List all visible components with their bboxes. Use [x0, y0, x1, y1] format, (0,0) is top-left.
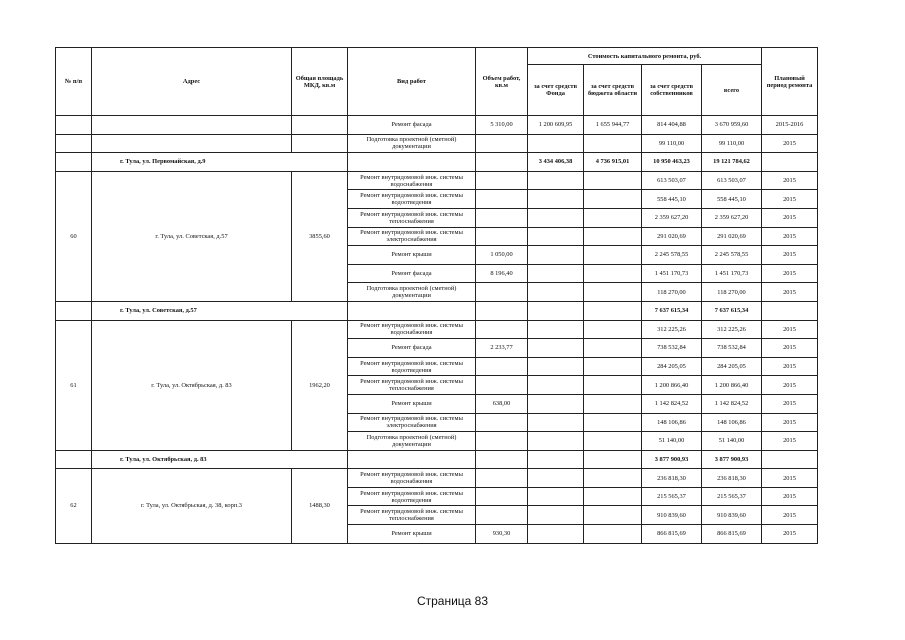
building-area: 3855,60: [292, 171, 348, 301]
owners-cost: 866 815,69: [642, 525, 702, 544]
work-volume: 5 310,00: [476, 116, 528, 135]
region-budget-cost: [584, 171, 642, 190]
owners-cost: 284 205,05: [642, 357, 702, 376]
total-cost: 738 532,84: [702, 339, 762, 358]
fund-cost: [528, 506, 584, 525]
page-number: Страница 83: [416, 594, 489, 608]
building-area: 1488,30: [292, 469, 348, 543]
owners-cost: 148 106,86: [642, 413, 702, 432]
fund-cost: [528, 283, 584, 302]
building-address: [92, 134, 292, 153]
fund-cost: [528, 264, 584, 283]
row-number-cell: [56, 301, 92, 320]
repair-period: 2015: [762, 227, 818, 246]
fund-cost: [528, 432, 584, 451]
total-cost: 99 110,00: [702, 134, 762, 153]
work-type: Ремонт внутридомовой инж. системы водоотведения: [348, 487, 476, 506]
region-budget-cost: [584, 190, 642, 209]
fund-cost: [528, 376, 584, 395]
work-type: Ремонт внутридомовой инж. системы электроснабжения: [348, 227, 476, 246]
repair-period: 2015: [762, 394, 818, 413]
repair-period: 2015: [762, 320, 818, 339]
building-address: г. Тула, ул. Октябрьская, д. 38, корп.3: [92, 469, 292, 543]
work-volume: [476, 506, 528, 525]
total-cost: 236 818,30: [702, 469, 762, 488]
total-cost: 1 451 170,73: [702, 264, 762, 283]
total-cost: 312 225,26: [702, 320, 762, 339]
work-volume: [476, 171, 528, 190]
repair-period: 2015: [762, 506, 818, 525]
repair-period: 2015: [762, 134, 818, 153]
period-cell: [762, 301, 818, 320]
region-budget-cost: [584, 525, 642, 544]
work-volume: [476, 413, 528, 432]
fund-cost: [528, 469, 584, 488]
work-type-cell: [348, 450, 476, 469]
row-number: 60: [56, 171, 92, 301]
total-cost: 291 020,69: [702, 227, 762, 246]
repair-period: 2015: [762, 413, 818, 432]
work-volume: [476, 208, 528, 227]
subtotal-row: [56, 153, 818, 172]
repair-period: 2015: [762, 376, 818, 395]
fund-cost: [528, 394, 584, 413]
repair-period: 2015: [762, 246, 818, 265]
work-type-cell: [348, 153, 476, 172]
repair-period: 2015: [762, 283, 818, 302]
repair-period: 2015: [762, 339, 818, 358]
header-total: всего: [702, 65, 762, 116]
work-volume: [476, 227, 528, 246]
work-type: Подготовка проектной (сметной) документации: [348, 283, 476, 302]
table-row: [56, 171, 818, 190]
fund-cost: [528, 320, 584, 339]
work-type: Ремонт фасада: [348, 264, 476, 283]
building-address: г. Тула, ул. Советская, д.57: [92, 171, 292, 301]
total-cost: 118 270,00: [702, 283, 762, 302]
region-budget-cost: [584, 487, 642, 506]
fund-cost: 1 200 609,95: [528, 116, 584, 135]
building-area: [292, 134, 348, 153]
owners-cost: 99 110,00: [642, 134, 702, 153]
region-budget-cost: 4 736 915,01: [584, 153, 642, 172]
repair-period: 2015: [762, 469, 818, 488]
total-cost: 284 205,05: [702, 357, 762, 376]
owners-cost: 1 451 170,73: [642, 264, 702, 283]
row-number: 62: [56, 469, 92, 543]
fund-cost: [528, 190, 584, 209]
fund-cost: [528, 413, 584, 432]
owners-cost: 10 950 463,23: [642, 153, 702, 172]
owners-cost: 2 359 627,20: [642, 208, 702, 227]
table-row: [56, 134, 818, 153]
work-volume: [476, 487, 528, 506]
work-volume: 8 196,40: [476, 264, 528, 283]
total-cost: 2 245 578,55: [702, 246, 762, 265]
fund-cost: [528, 134, 584, 153]
volume-cell: [476, 301, 528, 320]
period-cell: [762, 450, 818, 469]
total-cost: 866 815,69: [702, 525, 762, 544]
total-cost: 51 140,00: [702, 432, 762, 451]
fund-cost: [528, 450, 584, 469]
work-type: Подготовка проектной (сметной) документации: [348, 432, 476, 451]
work-type: Ремонт внутридомовой инж. системы водоснабжения: [348, 171, 476, 190]
region-budget-cost: [584, 376, 642, 395]
work-type: Ремонт внутридомовой инж. системы водоотведения: [348, 357, 476, 376]
region-budget-cost: [584, 394, 642, 413]
work-type: Ремонт крыши: [348, 525, 476, 544]
total-cost: 1 200 866,40: [702, 376, 762, 395]
repair-period: 2015: [762, 208, 818, 227]
subtotal-address: г. Тула, ул. Советская, д.57: [92, 301, 348, 320]
work-volume: [476, 432, 528, 451]
fund-cost: [528, 301, 584, 320]
work-type: Ремонт внутридомовой инж. системы теплоснабжения: [348, 208, 476, 227]
region-budget-cost: [584, 357, 642, 376]
table-row: [56, 116, 818, 135]
region-budget-cost: [584, 208, 642, 227]
work-type: Ремонт фасада: [348, 116, 476, 135]
region-budget-cost: [584, 264, 642, 283]
work-volume: [476, 376, 528, 395]
work-volume: [476, 283, 528, 302]
owners-cost: 7 637 615,34: [642, 301, 702, 320]
region-budget-cost: [584, 283, 642, 302]
repair-period: 2015: [762, 190, 818, 209]
owners-cost: 814 404,88: [642, 116, 702, 135]
total-cost: 148 106,86: [702, 413, 762, 432]
owners-cost: 558 445,10: [642, 190, 702, 209]
total-cost: 3 670 959,60: [702, 116, 762, 135]
owners-cost: 236 818,30: [642, 469, 702, 488]
fund-cost: [528, 357, 584, 376]
region-budget-cost: [584, 227, 642, 246]
total-cost: 910 839,60: [702, 506, 762, 525]
owners-cost: 118 270,00: [642, 283, 702, 302]
header-owners: за счет средств собственников: [642, 65, 702, 116]
fund-cost: [528, 487, 584, 506]
header-area: Общая площадь МКД, кв.м: [292, 48, 348, 116]
repair-period: 2015: [762, 487, 818, 506]
total-cost: 613 503,07: [702, 171, 762, 190]
header-volume: Объем работ, кв.м: [476, 48, 528, 116]
work-type: Ремонт крыши: [348, 394, 476, 413]
total-cost: 215 565,37: [702, 487, 762, 506]
work-volume: [476, 357, 528, 376]
owners-cost: 1 142 824,52: [642, 394, 702, 413]
owners-cost: 51 140,00: [642, 432, 702, 451]
row-number: [56, 134, 92, 153]
region-budget-cost: [584, 413, 642, 432]
building-address: г. Тула, ул. Октябрьская, д. 83: [92, 320, 292, 450]
region-budget-cost: [584, 432, 642, 451]
work-type: Подготовка проектной (сметной) документации: [348, 134, 476, 153]
total-cost: 3 877 900,93: [702, 450, 762, 469]
header-address: Адрес: [92, 48, 292, 116]
header-work-type: Вид работ: [348, 48, 476, 116]
volume-cell: [476, 450, 528, 469]
row-number-cell: [56, 153, 92, 172]
work-type: Ремонт внутридомовой инж. системы водоотведения: [348, 190, 476, 209]
total-cost: 7 637 615,34: [702, 301, 762, 320]
header-num: № п/п: [56, 48, 92, 116]
repair-period: 2015-2016: [762, 116, 818, 135]
region-budget-cost: [584, 339, 642, 358]
region-budget-cost: 1 655 944,77: [584, 116, 642, 135]
table-body: [56, 116, 818, 544]
header-period: Плановый период ремонта: [762, 48, 818, 116]
work-type: Ремонт внутридомовой инж. системы теплоснабжения: [348, 506, 476, 525]
total-cost: 558 445,10: [702, 190, 762, 209]
table-header: [56, 48, 818, 116]
region-budget-cost: [584, 469, 642, 488]
owners-cost: 312 225,26: [642, 320, 702, 339]
region-budget-cost: [584, 301, 642, 320]
capital-repair-table: [55, 47, 818, 544]
owners-cost: 2 245 578,55: [642, 246, 702, 265]
subtotal-address: г. Тула, ул. Октябрьская, д. 83: [92, 450, 348, 469]
work-type-cell: [348, 301, 476, 320]
work-type: Ремонт внутридомовой инж. системы электроснабжения: [348, 413, 476, 432]
fund-cost: [528, 339, 584, 358]
owners-cost: 1 200 866,40: [642, 376, 702, 395]
total-cost: 19 121 784,62: [702, 153, 762, 172]
row-number-cell: [56, 450, 92, 469]
work-type: Ремонт внутридомовой инж. системы теплоснабжения: [348, 376, 476, 395]
owners-cost: 910 839,60: [642, 506, 702, 525]
subtotal-address: г. Тула, ул. Первомайская, д.9: [92, 153, 348, 172]
repair-period: 2015: [762, 171, 818, 190]
work-volume: [476, 320, 528, 339]
owners-cost: 291 020,69: [642, 227, 702, 246]
work-volume: [476, 190, 528, 209]
work-volume: [476, 134, 528, 153]
work-volume: [476, 469, 528, 488]
owners-cost: 215 565,37: [642, 487, 702, 506]
table-row: [56, 320, 818, 339]
row-number: [56, 116, 92, 135]
fund-cost: [528, 171, 584, 190]
owners-cost: 613 503,07: [642, 171, 702, 190]
row-number: 61: [56, 320, 92, 450]
total-cost: 2 359 627,20: [702, 208, 762, 227]
fund-cost: [528, 227, 584, 246]
subtotal-row: [56, 301, 818, 320]
owners-cost: 3 877 900,93: [642, 450, 702, 469]
work-volume: 930,30: [476, 525, 528, 544]
header-region-budget: за счет средств бюджета области: [584, 65, 642, 116]
work-volume: 2 233,77: [476, 339, 528, 358]
building-address: [92, 116, 292, 135]
fund-cost: [528, 208, 584, 227]
work-volume: 1 050,00: [476, 246, 528, 265]
building-area: [292, 116, 348, 135]
work-type: Ремонт крыши: [348, 246, 476, 265]
fund-cost: 3 434 406,38: [528, 153, 584, 172]
table-row: [56, 469, 818, 488]
region-budget-cost: [584, 134, 642, 153]
header-cost-group: Стоимость капитального ремонта, руб.: [528, 48, 762, 65]
building-area: 1962,20: [292, 320, 348, 450]
volume-cell: [476, 153, 528, 172]
region-budget-cost: [584, 320, 642, 339]
repair-period: 2015: [762, 357, 818, 376]
work-type: Ремонт фасада: [348, 339, 476, 358]
region-budget-cost: [584, 450, 642, 469]
work-volume: 638,00: [476, 394, 528, 413]
total-cost: 1 142 824,52: [702, 394, 762, 413]
work-type: Ремонт внутридомовой инж. системы водоснабжения: [348, 320, 476, 339]
fund-cost: [528, 246, 584, 265]
subtotal-row: [56, 450, 818, 469]
region-budget-cost: [584, 246, 642, 265]
repair-period: 2015: [762, 432, 818, 451]
fund-cost: [528, 525, 584, 544]
work-type: Ремонт внутридомовой инж. системы водоснабжения: [348, 469, 476, 488]
period-cell: [762, 153, 818, 172]
owners-cost: 738 532,84: [642, 339, 702, 358]
repair-period: 2015: [762, 525, 818, 544]
repair-period: 2015: [762, 264, 818, 283]
region-budget-cost: [584, 506, 642, 525]
header-fund: за счет средств Фонда: [528, 65, 584, 116]
